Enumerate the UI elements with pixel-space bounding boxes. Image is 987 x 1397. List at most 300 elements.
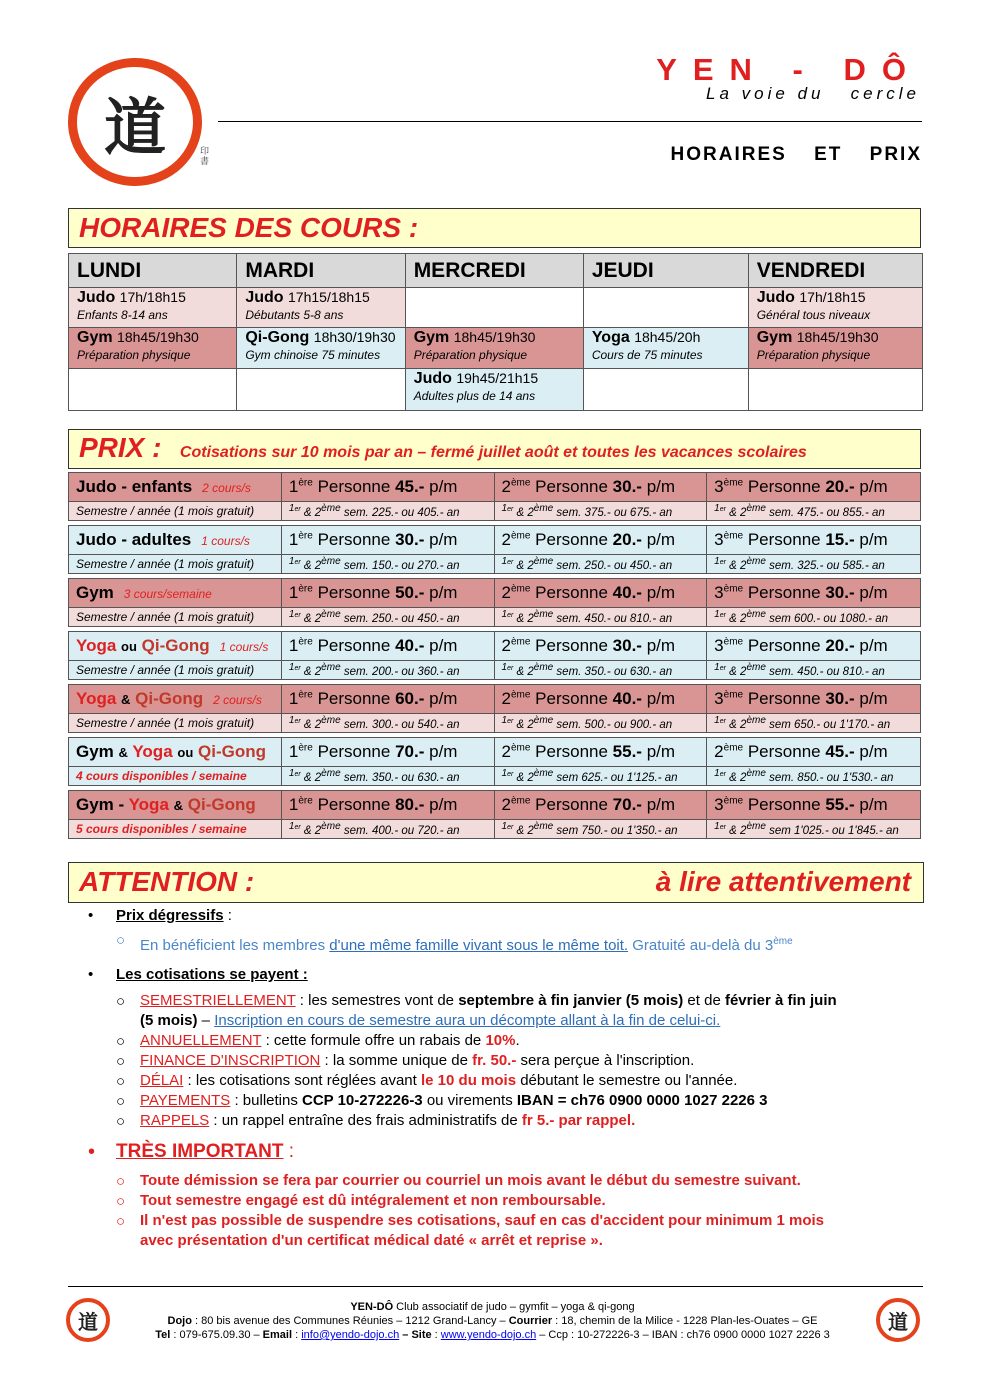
sem-text: – (197, 1012, 215, 1029)
rank-suffix: ème (510, 530, 531, 542)
circle-bullet: ○ (116, 993, 126, 1010)
rank-suffix: ère (298, 636, 313, 648)
semester-cell: $^{1er}$ & 2ème sem. 450.- ou 810.- an (707, 661, 921, 680)
course-label-cell (69, 526, 282, 555)
footer-dojo-label: Dojo (167, 1315, 192, 1327)
per-month: p/m (429, 795, 458, 814)
person-word: Personne (317, 742, 391, 761)
price-cell (707, 738, 921, 767)
per-month: p/m (859, 742, 888, 761)
price-row (69, 473, 921, 502)
semester-price: sem. 475.- ou 855.- an (769, 506, 885, 519)
schedule-cell (748, 369, 922, 411)
course-label: Yoga & Qi-Gong (76, 689, 204, 708)
rap-bold: fr 5.- par rappel. (521, 1112, 636, 1129)
semester-cell: $^{1er}$ & 2ème sem. 325.- ou 585.- an (707, 555, 921, 574)
course-label: Judo - enfants (76, 477, 193, 496)
price-value: 55.- (612, 742, 642, 761)
person-word: Personne (317, 689, 391, 708)
delai-item (140, 1071, 737, 1091)
semester-cell: $^{1er}$ & 2ème sem 625.- ou 1'125.- an (494, 767, 707, 786)
price-cell (281, 579, 494, 608)
del-text: débutant le semestre ou l'année. (516, 1072, 738, 1089)
schedule-cell (583, 288, 748, 328)
semester-price: sem. 350.- ou 630.- an (556, 665, 673, 678)
semester-price: sem. 325.- ou 585.- an (769, 559, 885, 572)
schedule-cell (69, 328, 237, 369)
course-label: Judo - adultes (76, 530, 192, 549)
rank-suffix: ère (298, 583, 313, 595)
bullet: • (88, 1141, 96, 1163)
price-cell (494, 579, 707, 608)
tres-important-label: TRÈS IMPORTANT (116, 1141, 284, 1162)
price-sub-row (69, 714, 921, 733)
course-name: Judo (756, 289, 795, 306)
rank-suffix: ère (298, 477, 313, 489)
course-count: 1 cours/s (201, 534, 250, 548)
sem-text: : les semestres vont de (295, 992, 459, 1009)
circle-bullet: ○ (116, 1113, 126, 1130)
day-header: LUNDI (69, 254, 237, 288)
footer-courrier-label: Courrier (508, 1315, 553, 1327)
price-cell (281, 685, 494, 714)
person-word: Personne (317, 795, 391, 814)
semester-cell: $^{1er}$ & 2ème sem. 300.- ou 540.- an (281, 714, 494, 733)
person-word: Personne (747, 530, 821, 549)
logo-character: 道 (78, 1309, 98, 1334)
rank-suffix: ère (298, 742, 313, 754)
footer-logo-left (66, 1298, 110, 1342)
course-label-cell (69, 791, 282, 820)
price-value: 30.- (395, 530, 425, 549)
semester-cell: $^{1er}$ & 2ème sem. 250.- ou 450.- an (281, 608, 494, 627)
rank-suffix: ème (723, 636, 744, 648)
price-value: 30.- (612, 636, 642, 655)
course-time: 17h/18h15 (799, 289, 866, 305)
price-value: 50.- (395, 583, 425, 602)
semester-price: sem 600.- ou 1080.- an (769, 612, 889, 625)
rank-suffix: ème (723, 530, 744, 542)
semester-cell: $^{1er}$ & 2ème sem. 400.- ou 720.- an (281, 820, 494, 839)
brand-tagline: La voie du cercle (706, 84, 920, 103)
price-row (69, 738, 921, 767)
ann-text: . (515, 1032, 520, 1049)
course-label: Gym - Yoga & Qi-Gong (76, 795, 256, 814)
person-word: Personne (317, 477, 391, 496)
prices-subtitle: Cotisations sur 10 mois par an – fermé juillet août et toutes les vacances scolaires (179, 444, 807, 461)
rank-suffix: ème (723, 689, 744, 701)
schedule-row (69, 328, 923, 369)
rank-suffix: ème (510, 477, 531, 489)
circle-bullet: ○ (116, 1073, 126, 1090)
course-name: Gym (77, 329, 113, 346)
rank-suffix: ème (723, 477, 744, 489)
price-value: 15.- (825, 530, 855, 549)
rank-number: 2 (501, 583, 511, 602)
price-row (69, 791, 921, 820)
footer-club-desc: Club associatif de judo – gymfit – yoga & qi-gong (393, 1301, 635, 1313)
course-name: Gym (413, 329, 450, 346)
price-cell (707, 685, 921, 714)
per-month: p/m (646, 583, 676, 602)
per-month: p/m (429, 477, 458, 496)
per-month: p/m (646, 636, 676, 655)
course-time: 17h15/18h15 (288, 289, 370, 305)
semester-cell: $^{1er}$ & 2ème sem. 375.- ou 675.- an (494, 502, 707, 521)
per-month: p/m (859, 583, 888, 602)
rank-number: 1 (288, 477, 299, 496)
footer-sep: : (292, 1329, 302, 1341)
semester-price: sem 1'025.- ou 1'845.- an (769, 824, 899, 837)
logo-character: 道 (103, 90, 166, 164)
rank-suffix: ère (298, 689, 313, 701)
price-cell (707, 473, 921, 502)
semester-price: sem. 400.- ou 720.- an (343, 824, 460, 837)
semester-cell: $^{1er}$ & 2ème sem. 475.- ou 855.- an (707, 502, 921, 521)
footer-email-label: Email (262, 1329, 293, 1341)
header-divider (218, 121, 922, 122)
course-label-cell (69, 685, 282, 714)
course-note: Adultes plus de 14 ans (413, 389, 536, 403)
footer-divider (68, 1286, 923, 1287)
document-title: HORAIRES ET PRIX (670, 144, 922, 165)
schedule-cell (405, 328, 583, 369)
pay-bold: IBAN = ch76 0900 0000 1027 2226 3 (516, 1092, 768, 1109)
price-value: 30.- (612, 477, 642, 496)
course-label-cell (69, 579, 282, 608)
per-month: p/m (429, 583, 458, 602)
price-value: 30.- (825, 583, 855, 602)
price-cell (494, 738, 707, 767)
price-sub-row (69, 661, 921, 680)
rank-number: 3 (714, 795, 724, 814)
footer-club: YEN-DÔ (350, 1301, 394, 1313)
semester-price: sem. 375.- ou 675.- an (556, 506, 673, 519)
important-1: Toute démission se fera par courrier ou courriel un mois avant le début du semestre suivant. (140, 1172, 801, 1189)
course-time: 18h45/19h30 (453, 329, 536, 345)
tres-important-colon: : (283, 1141, 295, 1162)
schedule-cell (405, 369, 583, 411)
semester-price: sem. 200.- ou 360.- an (343, 665, 460, 678)
footer-dojo: : 80 bis avenue des Communes Réunies – 1212 Grand-Lancy – (191, 1315, 509, 1327)
del-text: : les cotisations sont réglées avant (183, 1072, 421, 1089)
pay-bold: CCP 10-272226-3 (302, 1092, 423, 1109)
footer-tel: : 079-675.09.30 – (170, 1329, 263, 1341)
schedule-cell (237, 328, 405, 369)
semester-price: sem 625.- ou 1'125.- an (556, 771, 678, 784)
schedule-cell (748, 328, 922, 369)
course-label-cell (69, 738, 282, 767)
semester-cell: $^{1er}$ & 2ème sem 650.- ou 1'170.- an (707, 714, 921, 733)
price-value: 70.- (612, 795, 642, 814)
course-label: Yoga ou Qi-Gong (76, 636, 210, 655)
rap-text: : un rappel entraîne des frais administratifs de (209, 1112, 522, 1129)
semester-cell: $^{1er}$ & 2ème sem. 200.- ou 360.- an (281, 661, 494, 680)
rank-number: 1 (288, 530, 299, 549)
course-note: Cours de 75 minutes (591, 348, 703, 362)
prices-heading-box (68, 429, 921, 469)
ann-text: : cette formule offre un rabais de (261, 1032, 486, 1049)
prix-link: d'une même famille vivant sous le même toit. (329, 937, 629, 954)
rank-suffix: ème (510, 636, 531, 648)
per-month: p/m (646, 477, 676, 496)
person-word: Personne (747, 742, 821, 761)
sem-link: Inscription en cours de semestre aura un décompte allant à la fin de celui-ci. (214, 1012, 721, 1029)
sem-text: et de (683, 992, 725, 1009)
course-name: Judo (77, 289, 116, 306)
day-header: JEUDI (583, 254, 748, 288)
course-count: 2 cours/s (213, 693, 262, 707)
calligraphy-signature: 印 書 (200, 146, 210, 166)
rank-number: 1 (288, 583, 299, 602)
course-note: Enfants 8-14 ans (77, 308, 168, 322)
sem-bold: (5 mois) (140, 1012, 198, 1029)
per-month: p/m (859, 530, 888, 549)
pay-text: : bulletins (230, 1092, 303, 1109)
footer-email-link[interactable]: info@yendo-dojo.ch (301, 1329, 400, 1341)
price-cell (707, 791, 921, 820)
fin-bold: fr. 50.- (472, 1052, 517, 1069)
per-month: p/m (429, 742, 458, 761)
course-label-cell (69, 473, 282, 502)
price-value: 20.- (825, 477, 855, 496)
semestriellement-label: SEMESTRIELLEMENT (140, 992, 296, 1009)
schedule-row (69, 288, 923, 328)
per-month: p/m (859, 636, 888, 655)
course-time: 18h45/19h30 (117, 329, 199, 345)
club-logo (68, 58, 202, 186)
cotisations-label (116, 965, 308, 985)
person-word: Personne (747, 795, 821, 814)
tres-important-item (116, 1142, 294, 1162)
sub-label: 5 cours disponibles / semaine (69, 820, 282, 839)
course-time: 18h45/19h30 (796, 329, 879, 345)
attention-title: ATTENTION : (79, 866, 255, 897)
semester-price: sem. 150.- ou 270.- an (343, 559, 460, 572)
schedule-heading-box (68, 208, 921, 248)
course-time: 19h45/21h15 (456, 370, 539, 386)
per-month: p/m (859, 477, 888, 496)
price-cell (707, 579, 921, 608)
course-label: Gym & Yoga ou Qi-Gong (76, 742, 266, 761)
attention-heading-box (68, 862, 924, 903)
price-cell (281, 791, 494, 820)
course-count: 3 cours/semaine (123, 587, 212, 601)
price-sub-row (69, 820, 921, 839)
price-value: 45.- (825, 742, 855, 761)
brand-name: YEN - DÔ (656, 52, 922, 87)
price-cell (494, 473, 707, 502)
semester-price: sem. 300.- ou 540.- an (343, 718, 460, 731)
price-cell (281, 473, 494, 502)
rank-number: 1 (288, 795, 299, 814)
footer-text (120, 1300, 865, 1342)
price-value: 40.- (395, 636, 425, 655)
rank-number: 2 (501, 477, 511, 496)
schedule-title: HORAIRES DES COURS : (79, 212, 419, 243)
semester-price: sem. 500.- ou 900.- an (556, 718, 673, 731)
semester-cell: $^{1er}$ & 2ème sem. 350.- ou 630.- an (494, 661, 707, 680)
rank-number: 2 (501, 795, 511, 814)
fin-text: sera perçue à l'inscription. (516, 1052, 695, 1069)
course-note: Préparation physique (413, 348, 528, 362)
sub-label: Semestre / année (1 mois gratuit) (69, 661, 282, 680)
delai-label: DÉLAI (140, 1072, 184, 1089)
semester-price: sem. 450.- ou 810.- an (769, 665, 885, 678)
course-name: Gym (756, 329, 793, 346)
price-value: 40.- (612, 583, 642, 602)
sem-bold: septembre à fin janvier (5 mois) (458, 992, 684, 1009)
annuellement-item (140, 1031, 520, 1051)
semester-cell: $^{1er}$ & 2ème sem. 500.- ou 900.- an (494, 714, 707, 733)
price-sub-row (69, 608, 921, 627)
course-label-cell (69, 632, 282, 661)
finance-label: FINANCE D'INSCRIPTION (140, 1052, 321, 1069)
price-cell (707, 632, 921, 661)
course-note: Préparation physique (756, 348, 871, 362)
sub-label: Semestre / année (1 mois gratuit) (69, 608, 282, 627)
price-cell (494, 685, 707, 714)
sem-bold: février à fin juin (724, 992, 837, 1009)
semester-cell: $^{1er}$ & 2ème sem. 850.- ou 1'530.- an (707, 767, 921, 786)
semester-price: sem. 450.- ou 810.- an (556, 612, 673, 625)
per-month: p/m (646, 689, 676, 708)
rank-number: 3 (714, 530, 724, 549)
person-word: Personne (535, 477, 608, 496)
footer-courrier: : 18, chemin de la Milice - 1228 Plan-les-Ouates – GE (552, 1315, 818, 1327)
rank-suffix: ème (510, 689, 531, 701)
circle-bullet: ○ (116, 1213, 126, 1230)
attention-subtitle: à lire attentivement (655, 866, 911, 897)
semester-price: sem. 250.- ou 450.- an (343, 612, 460, 625)
semester-price: sem 650.- ou 1'170.- an (769, 718, 891, 731)
payements-item (140, 1091, 767, 1111)
person-word: Personne (317, 583, 391, 602)
rank-suffix: ème (510, 742, 531, 754)
per-month: p/m (859, 689, 888, 708)
course-time: 17h/18h15 (119, 289, 186, 305)
price-row (69, 685, 921, 714)
course-note: Gym chinoise 75 minutes (245, 348, 381, 362)
per-month: p/m (859, 795, 888, 814)
price-cell (281, 738, 494, 767)
schedule-cell (69, 369, 237, 411)
price-cell (494, 632, 707, 661)
rank-suffix: ème (510, 583, 531, 595)
circle-bullet: ○ (116, 1033, 126, 1050)
rank-suffix: ème (723, 583, 744, 595)
course-time: 18h45/20h (634, 329, 701, 345)
course-name: Qi-Gong (245, 329, 310, 346)
course-time: 18h30/19h30 (313, 329, 396, 345)
person-word: Personne (317, 636, 391, 655)
person-word: Personne (535, 530, 608, 549)
schedule-cell (583, 328, 748, 369)
footer-sep: : (431, 1329, 441, 1341)
prix-degressifs-label: Prix dégressifs (116, 907, 224, 924)
rank-number: 1 (288, 636, 299, 655)
prices-table (68, 472, 921, 839)
semester-cell: $^{1er}$ & 2ème sem 750.- ou 1'350.- an (494, 820, 707, 839)
price-value: 40.- (612, 689, 642, 708)
cotisations-label-text: Les cotisations se payent : (116, 966, 308, 983)
payements-label: PAYEMENTS (140, 1092, 231, 1109)
footer-site-link[interactable]: www.yendo-dojo.ch (440, 1329, 537, 1341)
course-note: Préparation physique (77, 348, 191, 362)
rank-number: 2 (501, 636, 511, 655)
circle-bullet: ○ (116, 1093, 126, 1110)
price-cell (494, 791, 707, 820)
price-cell (707, 526, 921, 555)
price-cell (281, 526, 494, 555)
footer-logo-right (876, 1298, 920, 1342)
course-name: Yoga (591, 329, 630, 346)
schedule-cell (583, 369, 748, 411)
schedule-row (69, 369, 923, 411)
schedule-table (68, 253, 923, 411)
important-3b: avec présentation d'un certificat médical daté « arrêt et reprise ». (140, 1232, 603, 1249)
prix-degressifs-text (140, 932, 793, 956)
semester-cell: $^{1er}$ & 2ème sem. 450.- ou 810.- an (494, 608, 707, 627)
person-word: Personne (535, 689, 608, 708)
person-word: Personne (747, 636, 821, 655)
important-3 (140, 1211, 922, 1251)
sub-label: Semestre / année (1 mois gratuit) (69, 555, 282, 574)
price-cell (494, 526, 707, 555)
course-note: Débutants 5-8 ans (245, 308, 344, 322)
circle-bullet: ○ (116, 1173, 126, 1190)
per-month: p/m (646, 795, 676, 814)
per-month: p/m (646, 742, 676, 761)
rappels-label: RAPPELS (140, 1112, 210, 1129)
person-word: Personne (535, 795, 608, 814)
schedule-cell (237, 288, 405, 328)
schedule-cell (69, 288, 237, 328)
per-month: p/m (429, 636, 458, 655)
course-count: 2 cours/s (202, 481, 251, 495)
semestriellement-item (140, 991, 920, 1031)
day-header: VENDREDI (748, 254, 922, 288)
rank-number: 3 (714, 583, 724, 602)
prix-degressifs-item: Prix dégressifs : (116, 907, 232, 924)
rank-number: 2 (714, 742, 724, 761)
fin-text: : la somme unique de (320, 1052, 473, 1069)
per-month: p/m (429, 530, 458, 549)
schedule-cell (748, 288, 922, 328)
person-word: Personne (535, 636, 608, 655)
rank-number: 2 (501, 742, 511, 761)
semester-cell: $^{1er}$ & 2ème sem. 350.- ou 630.- an (281, 767, 494, 786)
price-value: 60.- (395, 689, 425, 708)
prices-title: PRIX : (79, 432, 162, 463)
price-value: 45.- (395, 477, 425, 496)
person-word: Personne (535, 742, 608, 761)
prix-text: En bénéficient les membres (140, 937, 330, 954)
semester-cell: $^{1er}$ & 2ème sem 1'025.- ou 1'845.- an (707, 820, 921, 839)
person-word: Personne (747, 477, 821, 496)
person-word: Personne (747, 689, 821, 708)
circle-bullet: ○ (116, 932, 126, 949)
price-value: 55.- (825, 795, 855, 814)
person-word: Personne (317, 530, 391, 549)
course-name: Judo (245, 289, 284, 306)
price-value: 20.- (612, 530, 642, 549)
semester-price: sem 750.- ou 1'350.- an (556, 824, 678, 837)
logo-character: 道 (888, 1309, 908, 1334)
rank-number: 1 (288, 742, 299, 761)
rank-number: 2 (501, 689, 511, 708)
price-row (69, 526, 921, 555)
